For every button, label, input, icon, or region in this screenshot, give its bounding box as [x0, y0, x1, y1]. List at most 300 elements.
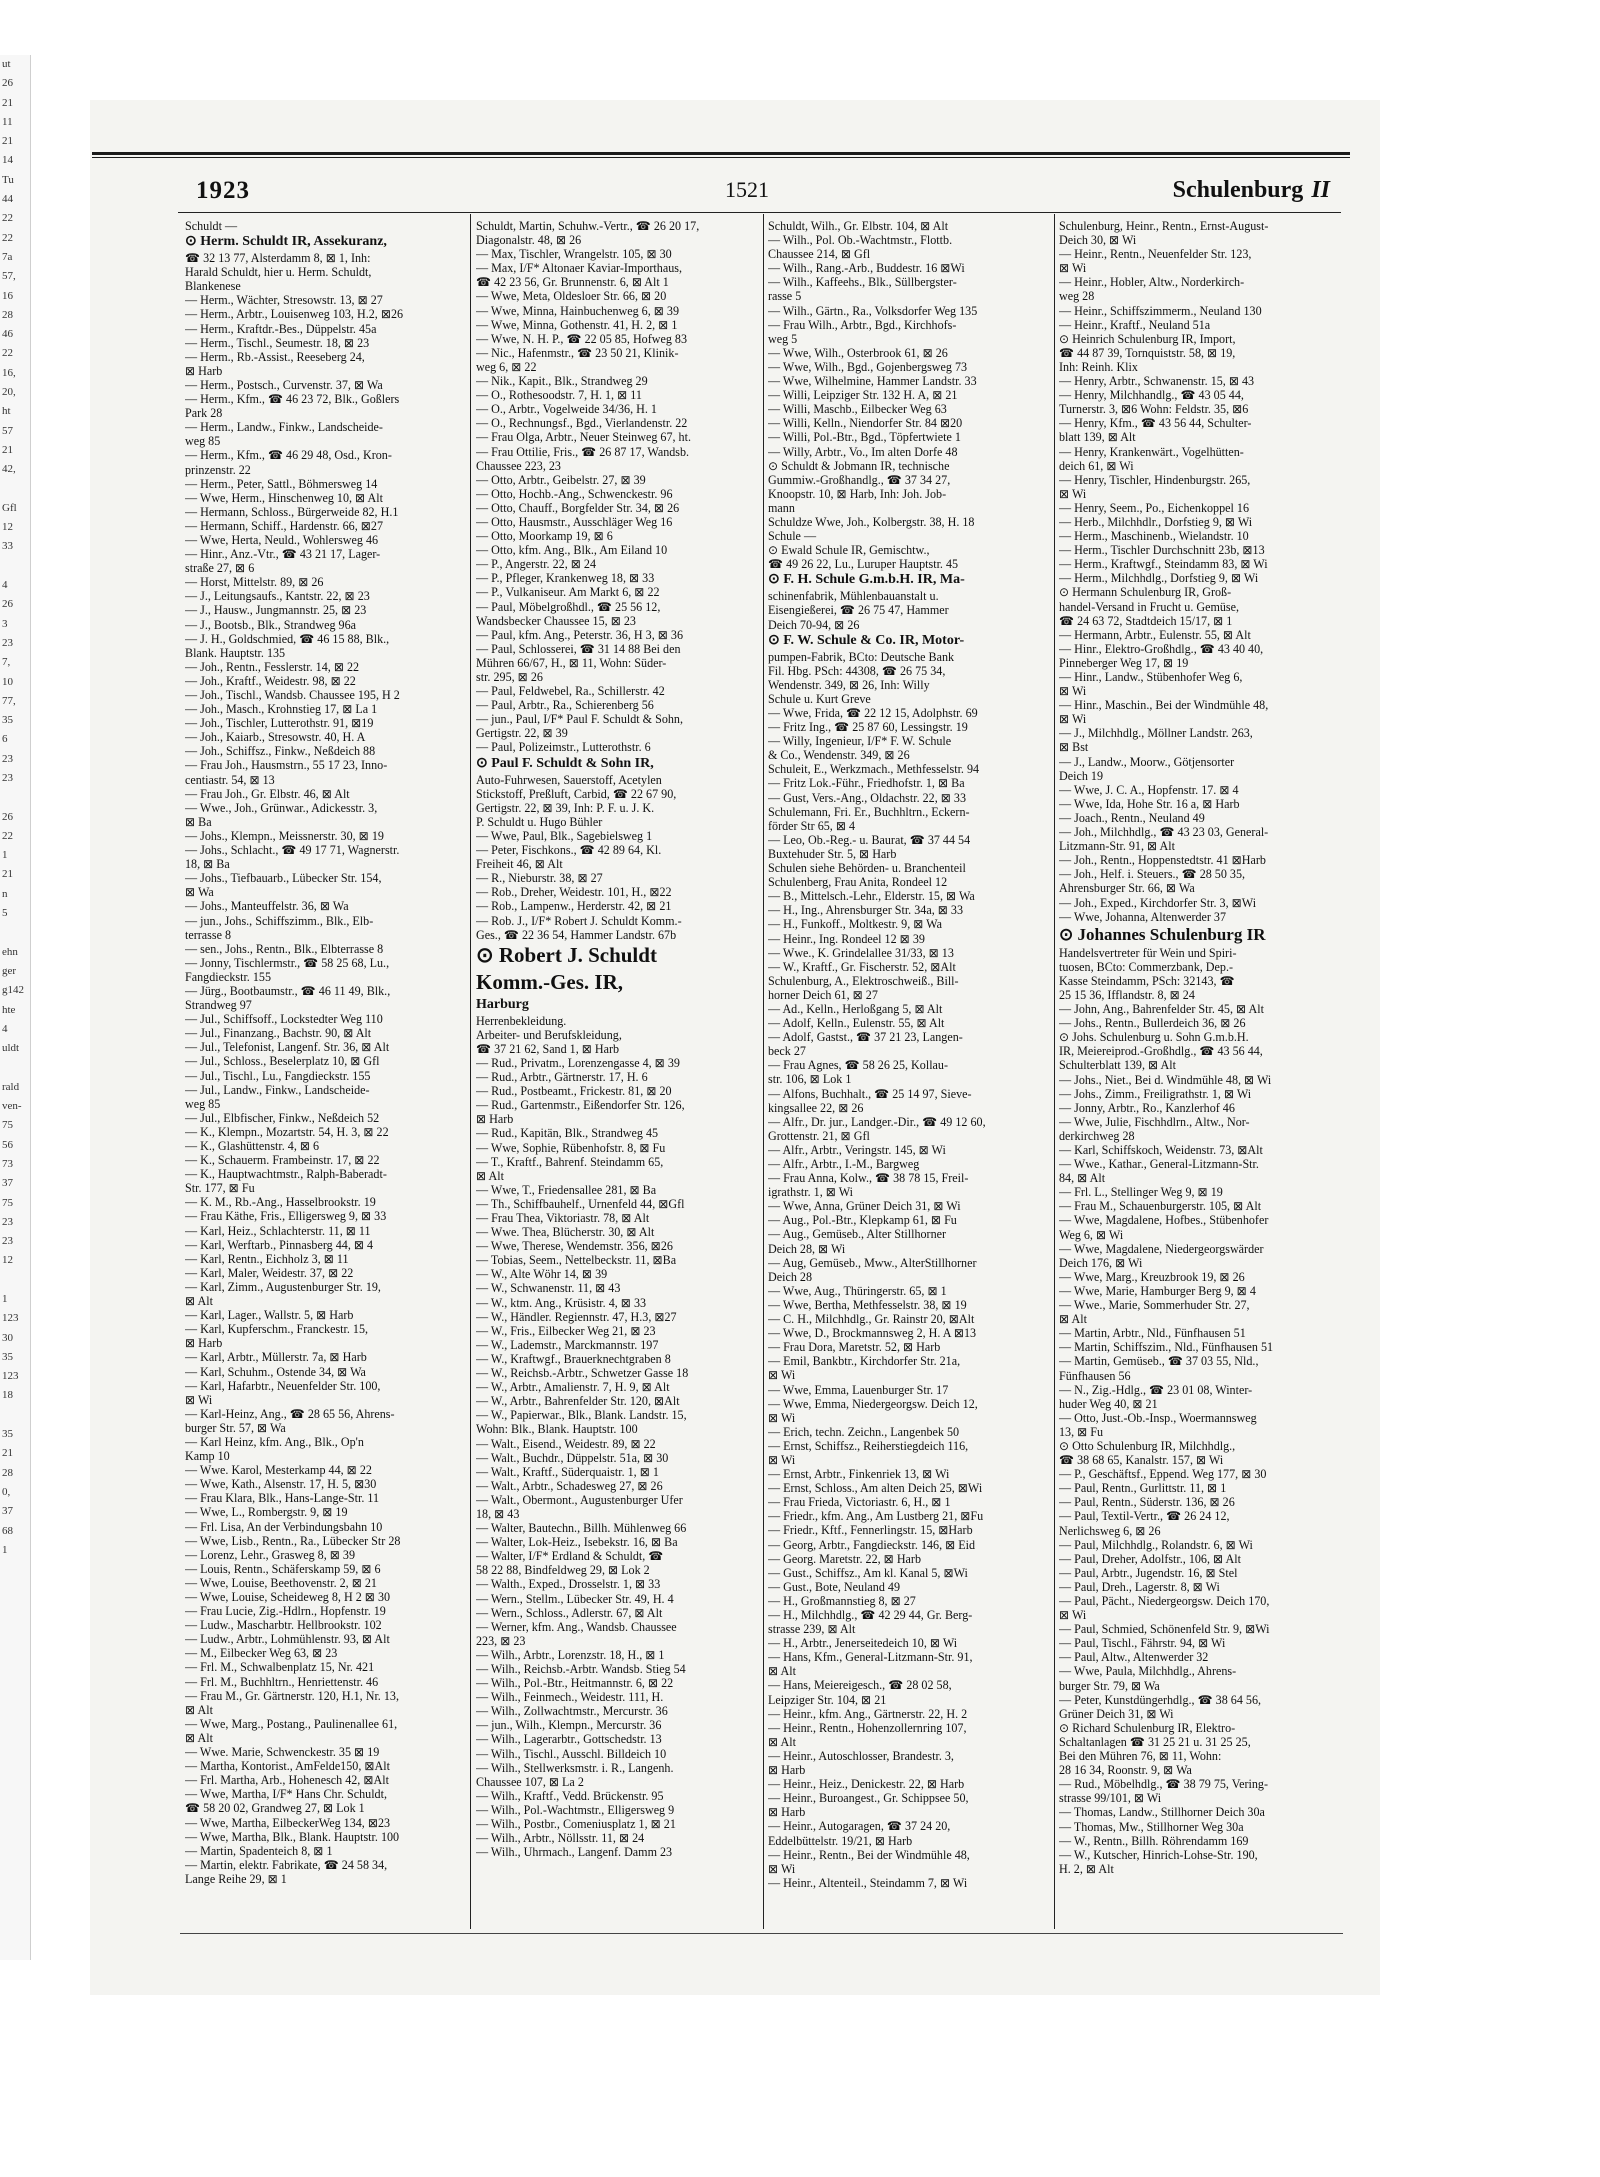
- directory-entry: — Karl, Kupferschm., Franckestr. 15,: [185, 1322, 369, 1337]
- directory-entry: Eisengießerei, ☎ 26 75 47, Hammer: [768, 603, 949, 618]
- directory-entry: — Ernst, Arbtr., Finkenriek 13, ⊠ Wi: [768, 1467, 950, 1482]
- directory-entry: — Wilh., Lagerarbtr., Gottschedstr. 13: [476, 1732, 662, 1747]
- directory-entry: Fünfhausen 56: [1059, 1368, 1131, 1383]
- prev-page-fragment: 6: [2, 733, 8, 746]
- directory-entry: — W., Alte Wöhr 14, ⊠ 39: [476, 1267, 608, 1282]
- directory-entry: — Wwe, Anna, Grüner Deich 31, ⊠ Wi: [768, 1199, 961, 1214]
- directory-entry: — Wwe, Marg., Postang., Paulinenallee 61,: [185, 1716, 398, 1731]
- directory-entry: — Herm., Kraftdr.-Bes., Düppelstr. 45a: [185, 321, 377, 336]
- directory-entry: — Gust., Bote, Neuland 49: [768, 1579, 901, 1594]
- directory-entry: — Willi, Maschb., Eilbecker Weg 63: [768, 402, 947, 417]
- prev-page-fragment: 57,: [2, 270, 16, 283]
- directory-entry: — Frau Joh., Hausmstrn., 55 17 23, Inno-: [185, 758, 388, 773]
- directory-entry: — Otto, Hausmstr., Ausschläger Weg 16: [476, 514, 673, 529]
- directory-entry: — Martin, Gemüseb., ☎ 37 03 55, Nld.,: [1059, 1354, 1259, 1369]
- top-rule-thin: [92, 157, 1350, 158]
- directory-entry: prinzenstr. 22: [185, 462, 251, 477]
- directory-entry: — Wwe, Lisb., Rentn., Ra., Lübecker Str 28: [185, 1533, 401, 1548]
- firm-heading: ⊙ Herm. Schuldt IR, Assekuranz,: [185, 234, 387, 250]
- directory-entry: Auto-Fuhrwesen, Sauerstoff, Acetylen: [476, 772, 662, 787]
- directory-entry: — Rob., Dreher, Weidestr. 101, H., ⊠22: [476, 885, 672, 900]
- directory-entry: — Rob. J., I/F* Robert J. Schuldt Komm.-: [476, 913, 682, 928]
- directory-entry: Nerlichsweg 6, ⊠ 26: [1059, 1523, 1161, 1538]
- directory-entry: — H., Arbtr., Jenerseitedeich 10, ⊠ Wi: [768, 1636, 958, 1651]
- directory-entry: ⊠ Alt: [768, 1734, 796, 1749]
- directory-entry: — W., ktm. Ang., Krüsistr. 4, ⊠ 33: [476, 1295, 647, 1310]
- directory-entry: — Willy, Ingenieur, I/F* F. W. Schule: [768, 734, 952, 749]
- directory-entry: ☎ 32 13 77, Alsterdamm 8, ⊠ 1, Inh:: [185, 251, 371, 266]
- directory-entry: — Horst, Mittelstr. 89, ⊠ 26: [185, 575, 324, 590]
- prev-page-fragment: 10: [2, 675, 13, 688]
- directory-entry: — Frl. M., Buchhltrn., Henriettenstr. 46: [185, 1674, 379, 1689]
- directory-entry: — Wwe, J. C. A., Hopfenstr. 17. ⊠ 4: [1059, 782, 1239, 797]
- directory-entry: — Paul, Schlosserei, ☎ 31 14 88 Bei den: [476, 641, 681, 656]
- directory-entry: beck 27: [768, 1044, 806, 1059]
- directory-entry: — Wwe, Emma, Lauenburger Str. 17: [768, 1382, 949, 1397]
- directory-entry: Schule —: [768, 529, 817, 544]
- directory-entry: — Herm., Kfm., ☎ 46 29 48, Osd., Kron-: [185, 448, 392, 463]
- directory-entry: weg 6, ⊠ 22: [476, 359, 537, 374]
- directory-entry: — Wwe, Louise, Beethovenstr. 2, ⊠ 21: [185, 1575, 377, 1590]
- directory-entry: — Joh., Milchhdlg., ☎ 43 23 03, General-: [1059, 825, 1269, 840]
- column-top-rule: [178, 212, 1341, 213]
- directory-entry: — Wwe, Kath., Alsenstr. 17, H. 5, ⊠30: [185, 1477, 377, 1492]
- directory-entry: Schuldt, Wilh., Gr. Elbstr. 104, ⊠ Alt: [768, 219, 949, 233]
- directory-entry: — Hinr., Elektro-Großhdlg., ☎ 43 40 40,: [1059, 641, 1264, 656]
- directory-entry: — Frau Joh., Gr. Elbstr. 46, ⊠ Alt: [185, 786, 350, 801]
- directory-entry: — Jul., Landw., Finkw., Landscheide-: [185, 1082, 370, 1097]
- directory-entry: — Lorenz, Lehr., Grasweg 8, ⊠ 39: [185, 1547, 355, 1562]
- prev-page-fragment: 4: [2, 1022, 8, 1035]
- directory-entry: ☎ 42 23 56, Gr. Brunnenstr. 6, ⊠ Alt 1: [476, 275, 669, 290]
- directory-entry: ⊠ Ba: [185, 814, 212, 829]
- directory-entry: horner Deich 61, ⊠ 27: [768, 987, 878, 1002]
- directory-entry: Schulterblatt 139, ⊠ Alt: [1059, 1058, 1176, 1073]
- directory-entry: — Herm., Kfm., ☎ 46 23 72, Blk., Goßlers: [185, 392, 400, 407]
- directory-entry: Gummiw.-Großhandlg., ☎ 37 34 27,: [768, 472, 951, 487]
- directory-entry: 223, ⊠ 23: [476, 1633, 526, 1648]
- prev-page-fragment: [0, 788, 30, 807]
- prev-page-fragment: [0, 557, 30, 576]
- prev-page-fragment: 23: [2, 636, 13, 649]
- directory-entry: Str. 177, ⊠ Fu: [185, 1181, 255, 1196]
- directory-entry: Grottenstr. 21, ⊠ Gfl: [768, 1128, 870, 1143]
- directory-entry: — W., Kutscher, Hinrich-Lohse-Str. 190,: [1059, 1847, 1258, 1862]
- directory-entry: ⊠ Wi: [1059, 684, 1087, 699]
- directory-entry: — Frau Klara, Blk., Hans-Lange-Str. 11: [185, 1491, 380, 1506]
- directory-entry: — Herm., Tischl., Seumestr. 18, ⊠ 23: [185, 335, 370, 350]
- prev-page-fragment: 75: [2, 1196, 13, 1209]
- directory-entry: — Wwe, Herm., Hinschenweg 10, ⊠ Alt: [185, 490, 383, 505]
- directory-entry: — Wwe, Magdalene, Niedergeorgswärder: [1059, 1241, 1264, 1256]
- directory-entry: — Hermann, Schiff., Hardenstr. 66, ⊠27: [185, 518, 383, 533]
- prev-page-fragment: 16,: [2, 366, 16, 379]
- directory-entry: — jun., Johs., Schiffszimm., Blk., Elb-: [185, 913, 374, 928]
- prev-page-fragment: 37: [2, 1505, 13, 1518]
- top-rule: [92, 152, 1350, 155]
- directory-entry: — Wilh., Stellwerksmstr. i. R., Langenh.: [476, 1760, 674, 1775]
- directory-entry: — Wwe., Joh., Grünwar., Adickesstr. 3,: [185, 800, 378, 815]
- directory-entry: — Wwe, Wilh., Osterbrook 61, ⊠ 26: [768, 345, 948, 360]
- prev-page-fragment: ger: [2, 964, 17, 977]
- directory-entry: ☎ 44 87 39, Tornquiststr. 58, ⊠ 19,: [1059, 345, 1236, 360]
- directory-entry: terrasse 8: [185, 927, 232, 942]
- prev-page-fragment: rald: [2, 1080, 20, 1093]
- prev-page-fragment: 37: [2, 1177, 13, 1190]
- directory-entry: — Wwe, N. H. P., ☎ 22 05 85, Hofweg 83: [476, 331, 688, 346]
- prev-page-fragment: [0, 923, 30, 942]
- directory-entry: Wandsbecker Chaussee 15, ⊠ 23: [476, 613, 636, 628]
- directory-entry: — Wilh., Rang.-Arb., Buddestr. 16 ⊠Wi: [768, 261, 965, 276]
- column-divider: [763, 214, 764, 1929]
- directory-entry: Blank. Hauptstr. 135: [185, 645, 286, 660]
- directory-entry: — Otto, Hochb.-Ang., Schwenckestr. 96: [476, 486, 673, 501]
- directory-entry: — Frl. Martha, Arb., Hohenesch 42, ⊠Alt: [185, 1773, 389, 1788]
- directory-entry: — Aug, Gemüseb., Mww., AlterStillhorner: [768, 1255, 977, 1270]
- prev-page-fragment: 12: [2, 521, 13, 534]
- directory-entry: weg 5: [768, 331, 798, 346]
- directory-entry: — Heinr., Heiz., Denickestr. 22, ⊠ Harb: [768, 1777, 965, 1792]
- directory-entry: — Fritz Lok.-Führ., Friedhofstr. 1, ⊠ Ba: [768, 776, 965, 791]
- directory-entry: — Thomas, Landw., Stillhorner Deich 30a: [1059, 1805, 1265, 1820]
- directory-entry: Gertigstr. 22, ⊠ 39, Inh: P. F. u. J. K.: [476, 800, 655, 815]
- directory-entry: — Joh., Tischl., Wandsb. Chaussee 195, H 2: [185, 688, 400, 702]
- directory-entry: — Emil, Bankbtr., Kirchdorfer Str. 21a,: [768, 1354, 961, 1369]
- directory-entry: — Wwe, Martha, EilbeckerWeg 134, ⊠23: [185, 1815, 391, 1830]
- directory-entry: — Joh., Rentn., Hoppenstedtstr. 41 ⊠Harb: [1059, 853, 1266, 868]
- directory-column-1: [185, 219, 457, 1929]
- directory-entry: — Tobias, Seem., Nettelbeckstr. 11, ⊠Ba: [476, 1253, 677, 1268]
- directory-entry: ⊠ Harb: [185, 1336, 223, 1351]
- directory-entry: — Wwe, Ida, Hohe Str. 16 a, ⊠ Harb: [1059, 796, 1240, 811]
- directory-entry: — K., Schauerm. Frambeinstr. 17, ⊠ 22: [185, 1153, 380, 1168]
- directory-entry: — Wwe, Wilhelmine, Hammer Landstr. 33: [768, 374, 977, 389]
- directory-entry: — Johs., Manteuffelstr. 36, ⊠ Wa: [185, 899, 349, 914]
- directory-entry: — Jul., Finanzang., Bachstr. 90, ⊠ Alt: [185, 1026, 372, 1041]
- directory-column-3: [768, 219, 1048, 1929]
- directory-entry: str. 295, ⊠ 26: [476, 670, 543, 684]
- directory-entry: — Karl, Schuhm., Ostende 34, ⊠ Wa: [185, 1364, 366, 1379]
- directory-entry: — Otto, Chauff., Borgfelder Str. 34, ⊠ 26: [476, 500, 680, 515]
- directory-entry: — Jonny, Tischlermstr., ☎ 58 25 68, Lu.,: [185, 955, 390, 970]
- directory-entry: — Frau Frieda, Victoriastr. 6, H., ⊠ 1: [768, 1495, 951, 1510]
- prev-page-fragment: 21: [2, 443, 13, 456]
- directory-entry: — Wilh., Arbtr., Lorenzstr. 18, H., ⊠ 1: [476, 1647, 665, 1662]
- directory-entry: — Martha, Kontorist., AmFelde150, ⊠Alt: [185, 1759, 390, 1774]
- directory-entry: Harald Schuldt, hier u. Herm. Schuldt,: [185, 265, 372, 280]
- directory-entry: — Wwe, Julie, Fischhdlrn., Altw., Nor-: [1059, 1114, 1250, 1129]
- directory-entry: — Frau Ottilie, Fris., ☎ 26 87 17, Wandsb.: [476, 444, 690, 459]
- directory-entry: — Alfr., Arbtr., Veringstr. 145, ⊠ Wi: [768, 1142, 946, 1157]
- prev-page-fragment: 56: [2, 1138, 13, 1151]
- directory-entry: ⊙ Johs. Schulenburg u. Sohn G.m.b.H.: [1059, 1030, 1249, 1045]
- directory-entry: — Paul, Arbtr., Jugendstr. 16, ⊠ Stel: [1059, 1565, 1238, 1580]
- directory-entry: — Otto, Just.-Ob.-Insp., Woermannsweg: [1059, 1410, 1257, 1425]
- directory-entry: — Herm., Peter, Sattl., Böhmersweg 14: [185, 476, 378, 491]
- directory-entry: Kamp 10: [185, 1449, 230, 1464]
- directory-entry: — Rob., Lampenw., Herderstr. 42, ⊠ 21: [476, 899, 672, 914]
- directory-entry: — J., Hausw., Jungmannstr. 25, ⊠ 23: [185, 603, 367, 618]
- directory-entry: — Frau M., Schauenburgerstr. 105, ⊠ Alt: [1059, 1199, 1262, 1214]
- directory-entry: — J., Landw., Moorw., Götjensorter: [1059, 754, 1235, 769]
- directory-entry: — Rud., Arbtr., Gärtnerstr. 17, H. 6: [476, 1070, 648, 1085]
- prev-page-fragment: 26: [2, 598, 13, 611]
- directory-entry: — Wwe, Minna, Hainbuchenweg 6, ⊠ 39: [476, 303, 680, 318]
- directory-entry: — Willy, Arbtr., Vo., Im alten Dorfe 48: [768, 444, 958, 459]
- directory-entry: — Karl Heinz, kfm. Ang., Blk., Op'n: [185, 1434, 364, 1449]
- directory-entry: — O., Rothesoodstr. 7, H. 1, ⊠ 11: [476, 388, 642, 403]
- directory-entry: — W., Schwanenstr. 11, ⊠ 43: [476, 1281, 621, 1296]
- directory-entry: — Walt., Buchdr., Düppelstr. 51a, ⊠ 30: [476, 1450, 669, 1465]
- volume-label: II: [1311, 177, 1330, 203]
- directory-entry: — Wwe, Bertha, Methfesselstr. 38, ⊠ 19: [768, 1297, 967, 1312]
- directory-entry: — Erich, techn. Zeichn., Langenbek 50: [768, 1424, 960, 1439]
- directory-entry: straße 27, ⊠ 6: [185, 561, 255, 576]
- directory-entry: P. Schuldt u. Hugo Bühler: [476, 814, 603, 829]
- directory-entry: — C. H., Milchhdlg., Gr. Rainstr 20, ⊠Alt: [768, 1312, 975, 1327]
- directory-entry: — Joh., Masch., Krohnstieg 17, ⊠ La 1: [185, 702, 378, 717]
- prev-page-fragment: 22: [2, 212, 13, 225]
- directory-entry: — Paul, Möbelgroßhdl., ☎ 25 56 12,: [476, 599, 661, 614]
- prev-page-fragment: ht: [2, 405, 11, 418]
- directory-entry: — Joh., Schiffsz., Finkw., Neßdeich 88: [185, 744, 376, 759]
- directory-entry: — Wwe, Herta, Neuld., Wohlersweg 46: [185, 532, 379, 547]
- directory-entry: Fangdieckstr. 155: [185, 969, 271, 984]
- directory-entry: — Jul., Tischl., Lu., Fangdieckstr. 155: [185, 1068, 371, 1083]
- prev-page-fragment: 57: [2, 424, 13, 437]
- directory-entry: — Wilh., Arbtr., Nöllsstr. 11, ⊠ 24: [476, 1831, 645, 1846]
- directory-entry: — Paul, Pächt., Niedergeorgsw. Deich 170,: [1059, 1594, 1270, 1608]
- directory-entry: 18, ⊠ 43: [476, 1506, 520, 1521]
- directory-entry: — Heinr., Ing. Rondeel 12 ⊠ 39: [768, 931, 925, 946]
- directory-entry: weg 85: [185, 434, 221, 449]
- directory-entry: — Wwe, Johanna, Altenwerder 37: [1059, 909, 1227, 924]
- directory-entry: — Paul, Rentn., Süderstr. 136, ⊠ 26: [1059, 1495, 1235, 1510]
- directory-entry: Knoopstr. 10, ⊠ Harb, Inh: Joh. Job-: [768, 486, 947, 501]
- prev-page-fragment: 28: [2, 308, 13, 321]
- directory-entry: — Jonny, Arbtr., Ro., Kanzlerhof 46: [1059, 1100, 1235, 1115]
- directory-entry: — Frau Dora, Maretstr. 52, ⊠ Harb: [768, 1340, 941, 1355]
- prev-page-fragment: 35: [2, 1350, 13, 1363]
- directory-entry: Diagonalstr. 48, ⊠ 26: [476, 233, 582, 248]
- directory-entry: — Aug., Gemüseb., Alter Stillhorner: [768, 1227, 947, 1242]
- directory-entry: — Heinr., Schiffszimmerm., Neuland 130: [1059, 303, 1262, 318]
- directory-entry: — Herm., Landw., Finkw., Landscheide-: [185, 420, 383, 435]
- prev-page-fragment: 23: [2, 1235, 13, 1248]
- directory-entry: weg 85: [185, 1096, 221, 1111]
- directory-entry: — Ad., Kelln., Herloßgang 5, ⊠ Alt: [768, 1001, 943, 1016]
- prev-page-fragment: 12: [2, 1254, 13, 1267]
- directory-entry: — Karl, Schiffskoch, Weidenstr. 73, ⊠Alt: [1059, 1143, 1263, 1157]
- directory-entry: ⊙ Richard Schulenburg IR, Elektro-: [1059, 1720, 1236, 1735]
- directory-entry: — Ernst, Schiffsz., Reiherstiegdeich 116,: [768, 1438, 969, 1453]
- directory-entry: IR, Meiereiprod.-Großhdlg., ☎ 43 56 44,: [1059, 1044, 1263, 1059]
- prev-page-fragment: 1: [2, 1543, 8, 1556]
- directory-entry: — W., Kraftwgf., Brauerknechtgraben 8: [476, 1351, 671, 1366]
- prev-page-fragment: 20,: [2, 386, 16, 399]
- directory-entry: schinenfabrik, Mühlenbauanstalt u.: [768, 589, 939, 604]
- directory-entry: — W., Arbtr., Amalienstr. 7, H. 9, ⊠ Alt: [476, 1380, 670, 1395]
- directory-entry: — Wwe, Magdalene, Hofbes., Stübenhofer: [1059, 1213, 1269, 1228]
- directory-entry: — Walter, Bautechn., Billh. Mühlenweg 66: [476, 1521, 687, 1536]
- directory-entry: — Hinr., Anz.-Vtr., ☎ 43 21 17, Lager-: [185, 547, 381, 562]
- directory-entry: — Joach., Rentn., Neuland 49: [1059, 810, 1205, 825]
- directory-entry: Herrenbekleidung.: [476, 1013, 567, 1028]
- directory-entry: — Otto, kfm. Ang., Blk., Am Eiland 10: [476, 543, 668, 558]
- directory-entry: — Martin, Schiffszim., Nld., Fünfhausen 51: [1059, 1340, 1274, 1355]
- directory-entry: ⊠ Harb: [768, 1805, 806, 1820]
- directory-entry: — Alfr., Arbtr., I.-M., Bargweg: [768, 1157, 920, 1171]
- directory-entry: — Frl. Lisa, An der Verbindungsbahn 10: [185, 1519, 383, 1534]
- prev-page-fragment: 4: [2, 579, 8, 592]
- prev-page-fragment: 21: [2, 135, 13, 148]
- directory-entry: — B., Mittelsch.-Lehr., Elderstr. 15, ⊠ Wa: [768, 889, 975, 904]
- directory-entry: — T., Kraftf., Bahrenf. Steindamm 65,: [476, 1154, 664, 1169]
- directory-entry: — Fritz Ing., ☎ 25 87 60, Lessingstr. 19: [768, 720, 968, 735]
- directory-entry: — Johs., Klempn., Meissnerstr. 30, ⊠ 19: [185, 828, 384, 843]
- prev-page-fragment: [0, 1271, 30, 1290]
- running-title: [1173, 177, 1330, 204]
- directory-entry: ⊠ Wi: [1059, 486, 1087, 501]
- directory-entry: — Wwe, Meta, Oldesloer Str. 66, ⊠ 20: [476, 289, 667, 304]
- prev-page-fragment: 44: [2, 193, 13, 206]
- directory-entry: ⊠ Wi: [768, 1410, 796, 1425]
- directory-entry: huder Weg 40, ⊠ 21: [1059, 1396, 1158, 1411]
- directory-entry: — R., Nieburstr. 38, ⊠ 27: [476, 871, 603, 886]
- directory-entry: — Gust., Schiffsz., Am kl. Kanal 5, ⊠Wi: [768, 1565, 968, 1580]
- directory-entry: — Herb., Milchhdlr., Dorfstieg 9, ⊠ Wi: [1059, 514, 1253, 529]
- directory-entry: — Wwe, Emma, Niedergeorgsw. Deich 12,: [768, 1396, 978, 1411]
- directory-entry: — Otto, Arbtr., Geibelstr. 27, ⊠ 39: [476, 472, 646, 487]
- directory-entry: — W., Reichsb.-Arbtr., Schwetzer Gasse 18: [476, 1366, 689, 1381]
- directory-entry: — Paul, Tischl., Fährstr. 94, ⊠ Wi: [1059, 1636, 1226, 1651]
- directory-entry: — W., Kraftf., Gr. Fischerstr. 52, ⊠Alt: [768, 959, 956, 974]
- directory-entry: ⊠ Wi: [1059, 1608, 1087, 1623]
- directory-entry: — Wwe, Marg., Kreuzbrook 19, ⊠ 26: [1059, 1269, 1245, 1284]
- directory-entry: ⊠ Wi: [768, 1452, 796, 1467]
- directory-entry: — H., Ing., Ahrensburger Str. 34a, ⊠ 33: [768, 903, 963, 918]
- directory-entry: Leipziger Str. 104, ⊠ 21: [768, 1692, 887, 1707]
- directory-entry: — Johs., Schlacht., ☎ 49 17 71, Wagnerstr.: [185, 843, 400, 858]
- prev-page-fragment: Gfl: [2, 501, 17, 514]
- directory-entry: — Wilh., Pol.-Wachtmstr., Elligersweg 9: [476, 1802, 675, 1817]
- directory-entry: — Heinr., Autogaragen, ☎ 37 24 20,: [768, 1819, 951, 1834]
- directory-entry: — Herm., Wächter, Stresowstr. 13, ⊠ 27: [185, 293, 383, 308]
- prev-page-fragment: ven-: [2, 1100, 22, 1113]
- prev-page-fragment: 11: [2, 115, 13, 128]
- directory-entry: — Karl, Hafarbtr., Neuenfelder Str. 100,: [185, 1378, 381, 1393]
- directory-entry: — sen., Johs., Rentn., Blk., Elbterrasse 8: [185, 941, 384, 956]
- directory-entry: — Heinr., Hobler, Altw., Norderkirch-: [1059, 275, 1245, 290]
- directory-entry: — Wwe, Wilh., Bgd., Gojenbergsweg 73: [768, 359, 968, 374]
- directory-entry: — Adolf, Kelln., Eulenstr. 55, ⊠ Alt: [768, 1016, 945, 1031]
- directory-entry: 28 16 34, Roonstr. 9, ⊠ Wa: [1059, 1763, 1192, 1778]
- directory-entry: — Walter, Lok-Heiz., Isebekstr. 16, ⊠ Ba: [476, 1535, 678, 1550]
- directory-entry: — Wwe. Karol, Mesterkamp 44, ⊠ 22: [185, 1463, 372, 1478]
- directory-entry: — Wwe. Thea, Blücherstr. 30, ⊠ Alt: [476, 1225, 655, 1240]
- directory-entry: — Th., Schiffbauhelf., Urnenfeld 44, ⊠Gfl: [476, 1196, 685, 1211]
- firm-heading: Harburg: [476, 996, 529, 1012]
- page-number: 1521: [725, 177, 769, 202]
- directory-entry: — Johs., Tiefbauarb., Lübecker Str. 154,: [185, 871, 382, 886]
- directory-entry: — Paul, Rentn., Gurlittstr. 11, ⊠ 1: [1059, 1481, 1227, 1496]
- directory-entry: ⊠ Harb: [185, 363, 223, 378]
- directory-entry: — Wilh., Tischl., Ausschl. Billdeich 10: [476, 1746, 667, 1761]
- directory-entry: Deich 28: [768, 1269, 812, 1284]
- directory-entry: Kasse Steindamm, PSch: 32143, ☎: [1059, 973, 1235, 988]
- directory-entry: — Wilh., Feinmech., Weidestr. 111, H.: [476, 1690, 664, 1705]
- directory-entry: — Wwe, Therese, Wendemstr. 356, ⊠26: [476, 1239, 673, 1254]
- directory-entry: — Friedr., kfm. Ang., Am Lustberg 21, ⊠Fu: [768, 1509, 984, 1524]
- directory-entry: — Karl, Lager., Wallstr. 5, ⊠ Harb: [185, 1308, 354, 1323]
- directory-entry: — Wwe., K. Grindelallee 31/33, ⊠ 13: [768, 945, 954, 960]
- directory-entry: Ges., ☎ 22 36 54, Hammer Landstr. 67b: [476, 927, 677, 942]
- prev-page-fragment: 33: [2, 540, 13, 553]
- directory-entry: — Heinr., Rentn., Neuenfelder Str. 123,: [1059, 247, 1252, 262]
- directory-entry: blatt 139, ⊠ Alt: [1059, 430, 1136, 445]
- directory-entry: — Heinr., Rentn., Bei der Windmühle 48,: [768, 1847, 970, 1862]
- directory-entry: ⊙ Ewald Schule IR, Gemischtw.,: [768, 543, 930, 558]
- directory-entry: — John, Ang., Bahrenfelder Str. 45, ⊠ Alt: [1059, 1002, 1264, 1017]
- directory-entry: — Wilh., Reichsb.-Arbtr. Wandsb. Stieg 54: [476, 1662, 686, 1676]
- directory-entry: Schulemann, Fri. Er., Buchhltrn., Eckern-: [768, 804, 970, 819]
- directory-entry: weg 28: [1059, 289, 1095, 304]
- directory-entry: Strandweg 97: [185, 998, 252, 1013]
- directory-entry: H. 2, ⊠ Alt: [1059, 1861, 1114, 1876]
- directory-entry: ⊠ Alt: [1059, 1312, 1087, 1327]
- directory-entry: — Frl. M., Schwalbenplatz 15, Nr. 421: [185, 1660, 375, 1675]
- directory-entry: — K. M., Rb.-Ang., Hasselbrookstr. 19: [185, 1195, 376, 1210]
- directory-entry: ⊠ Wi: [185, 1392, 213, 1407]
- directory-entry: — Wwe, T., Friedensallee 281, ⊠ Ba: [476, 1182, 657, 1197]
- directory-entry: — Paul, Feldwebel, Ra., Schillerstr. 42: [476, 684, 665, 699]
- directory-entry: — Rud., Privatm., Lorenzengasse 4, ⊠ 39: [476, 1055, 680, 1070]
- prev-page-fragment: 1: [2, 1293, 8, 1305]
- firm-heading: ⊙ F. W. Schule & Co. IR, Motor-: [768, 632, 965, 648]
- directory-entry: kingsallee 22, ⊠ 26: [768, 1100, 864, 1115]
- directory-entry: — P., Vulkaniseur. Am Markt 6, ⊠ 22: [476, 585, 660, 600]
- directory-entry: Chaussee 223, 23: [476, 458, 561, 473]
- directory-entry: burger Str. 79, ⊠ Wa: [1059, 1678, 1160, 1693]
- directory-entry: — Wwe, Martha, Blk., Blank. Hauptstr. 100: [185, 1829, 400, 1844]
- directory-entry: ⊙ Hermann Schulenburg IR, Groß-: [1059, 585, 1232, 600]
- directory-entry: Handelsvertreter für Wein und Spiri-: [1059, 945, 1237, 960]
- directory-entry: — J. H., Goldschmied, ☎ 46 15 88, Blk.,: [185, 631, 390, 646]
- directory-entry: — Joh., Kraftf., Weidestr. 98, ⊠ 22: [185, 673, 356, 688]
- directory-entry: — J., Milchhdlg., Möllner Landstr. 263,: [1059, 726, 1253, 741]
- directory-entry: ⊠ Wi: [1059, 712, 1087, 727]
- directory-entry: — Wwe, Paul, Blk., Sagebielsweg 1: [476, 828, 653, 843]
- directory-entry: — Paul, Textil-Vertr., ☎ 26 24 12,: [1059, 1509, 1230, 1524]
- prev-page-fragment: g142: [2, 984, 24, 997]
- directory-entry: ⊠ Alt: [185, 1294, 213, 1309]
- prev-page-fragment: 123: [2, 1312, 19, 1325]
- directory-entry: — Wilh., Kraftf., Vedd. Brückenstr. 95: [476, 1788, 664, 1803]
- directory-entry: Chaussee 107, ⊠ La 2: [476, 1774, 584, 1789]
- directory-entry: — Wwe., Kathar., General-Litzmann-Str.: [1059, 1157, 1259, 1172]
- directory-entry: — Peter, Fischkons., ☎ 42 89 64, Kl.: [476, 843, 662, 858]
- directory-entry: Schaltanlagen ☎ 31 25 21 u. 31 25 25,: [1059, 1734, 1251, 1749]
- prev-page-fragment: 22: [2, 231, 13, 244]
- directory-entry: — Henry, Tischler, Hindenburgstr. 265,: [1059, 472, 1251, 487]
- prev-page-fragment: 73: [2, 1157, 13, 1170]
- directory-entry: — Johs., Niet., Bei d. Windmühle 48, ⊠ Wi: [1059, 1072, 1272, 1087]
- directory-entry: — Nik., Kapit., Blk., Strandweg 29: [476, 374, 648, 389]
- prev-page-fragment: 22: [2, 347, 13, 360]
- directory-entry: 13, ⊠ Fu: [1059, 1424, 1104, 1439]
- prev-page-fragment: 14: [2, 154, 13, 167]
- directory-entry: — Willi, Pol.-Btr., Bgd., Töpfertwiete 1: [768, 430, 961, 445]
